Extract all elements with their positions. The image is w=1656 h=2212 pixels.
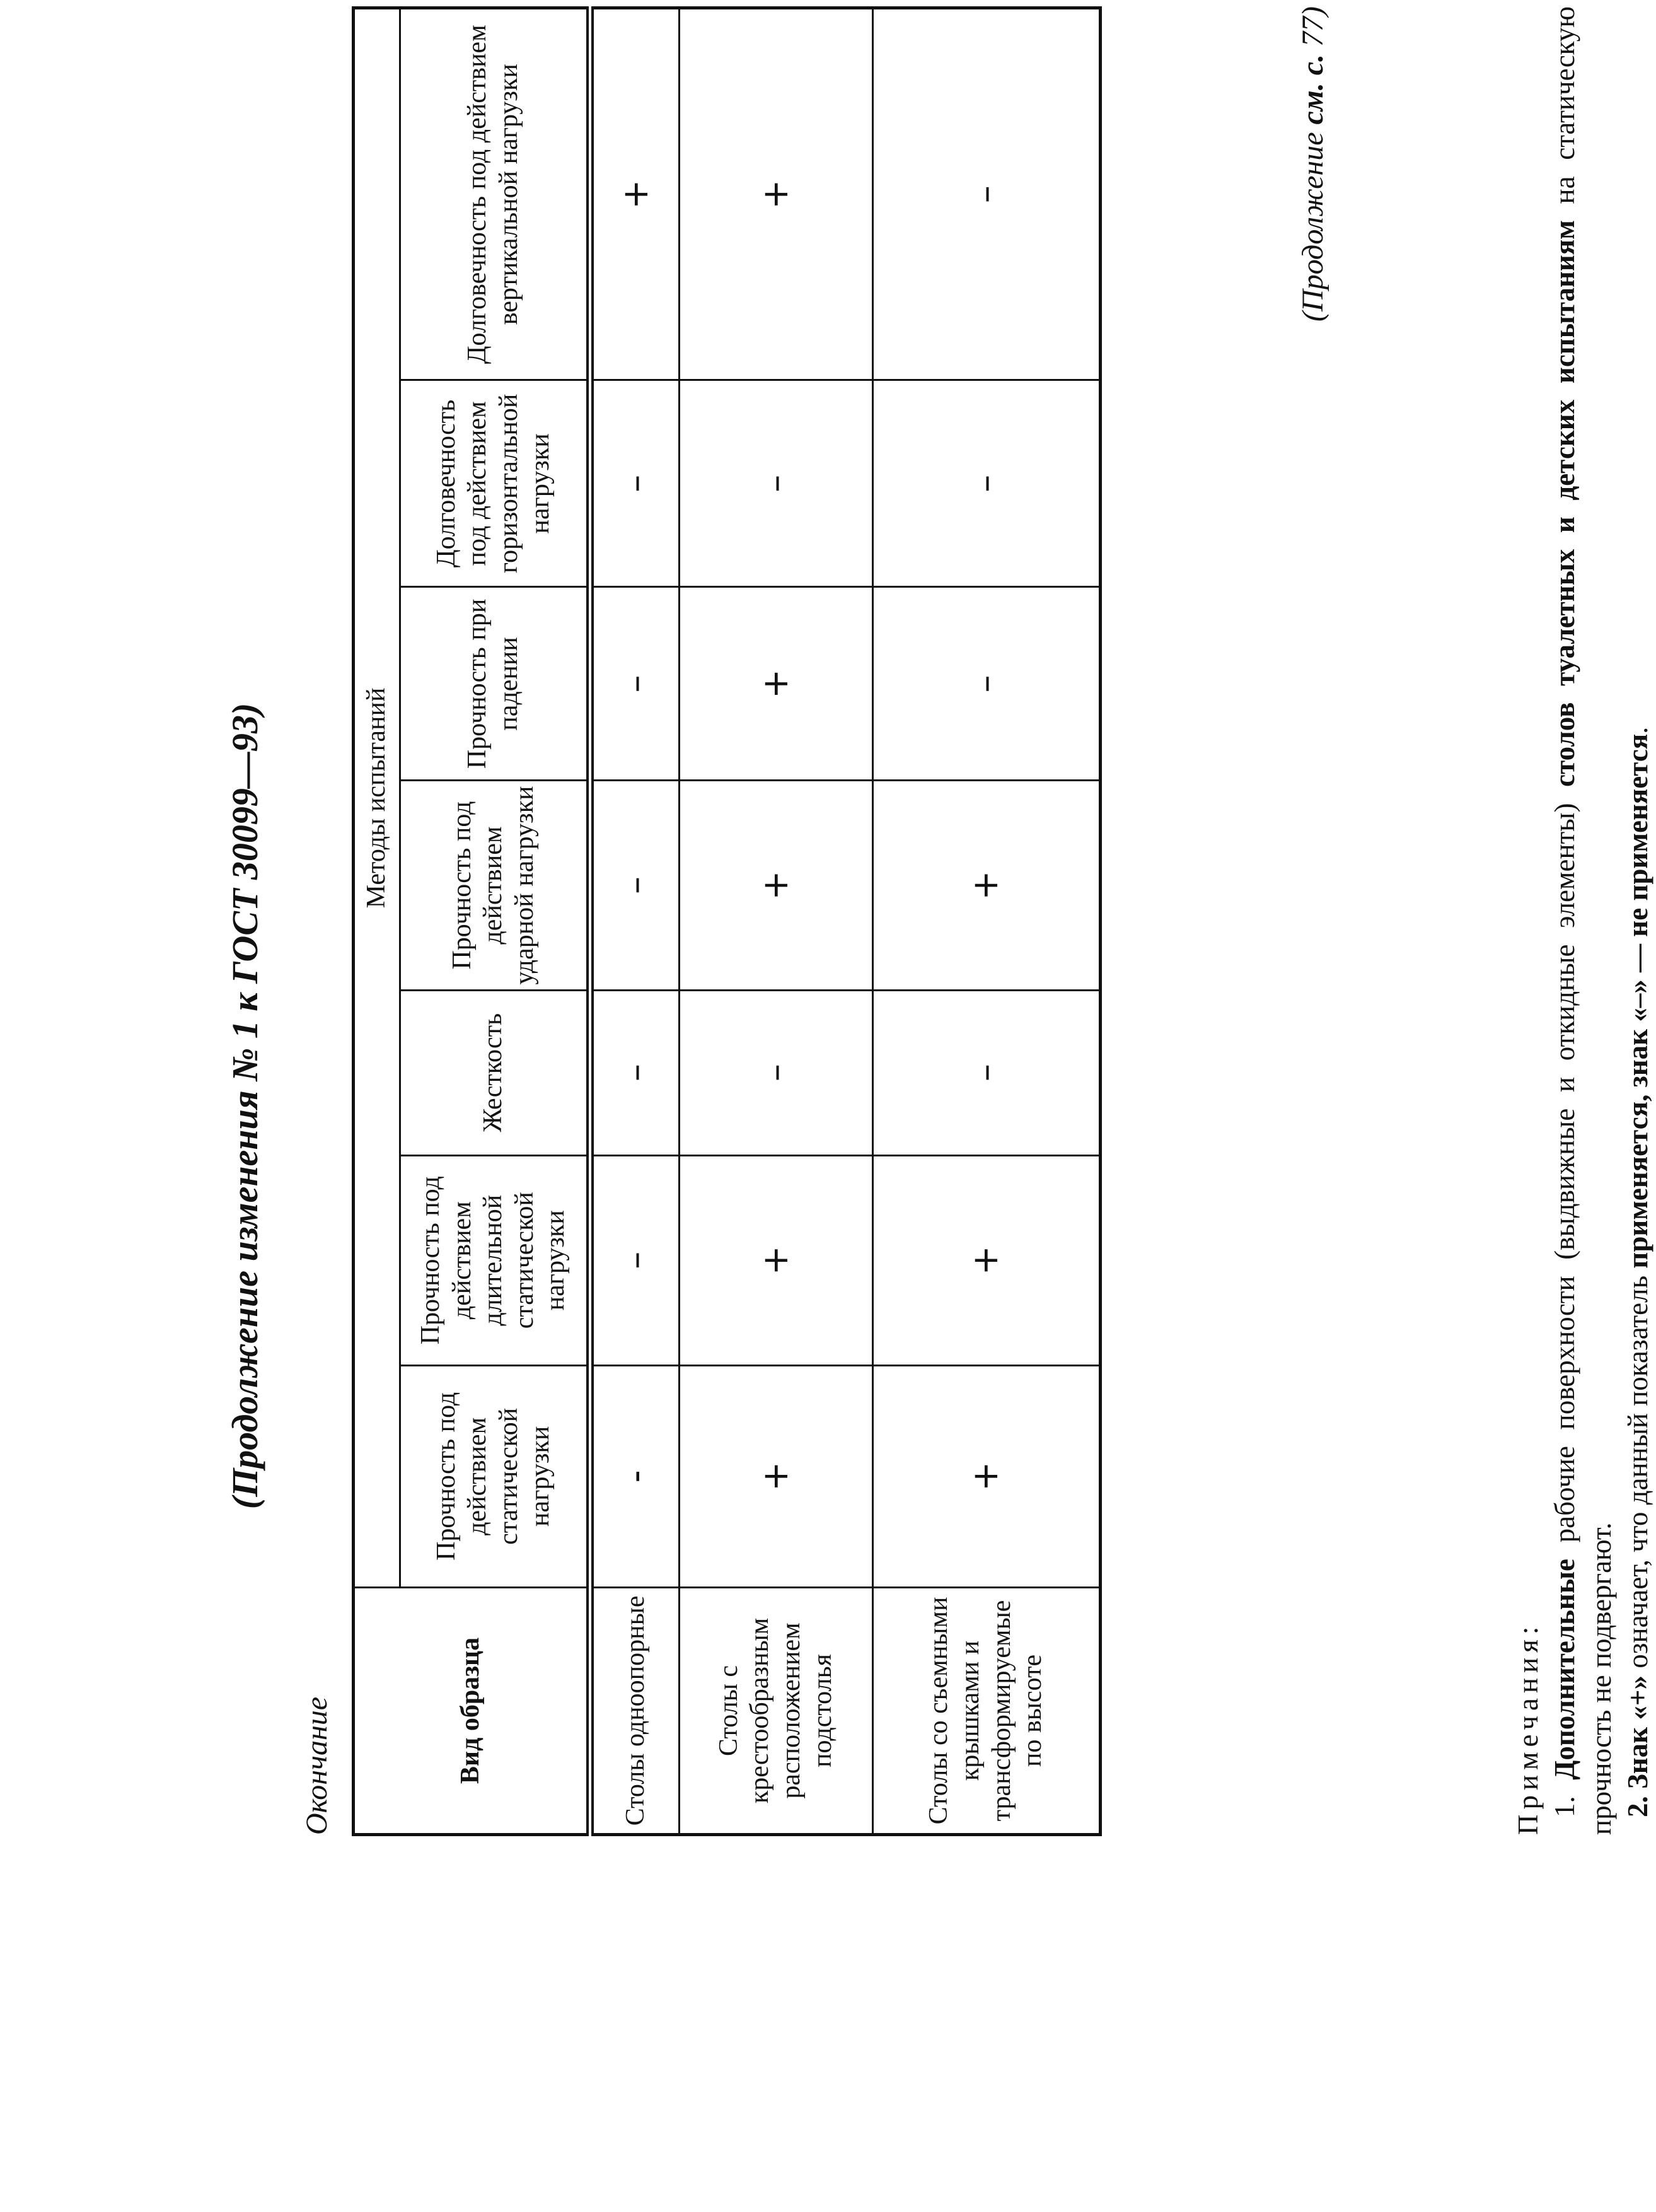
table-cell: – <box>680 380 873 587</box>
note-1-mid: рабочие поверхности (выдвижные и откидные элементы) <box>1549 786 1580 1559</box>
table-cell: + <box>680 781 873 990</box>
kind-header: Вид образца <box>354 1587 591 1834</box>
row-kind: Столы с крестообразным расположением подстолья <box>680 1587 873 1834</box>
table-cell: + <box>680 587 873 781</box>
table-cell: – <box>590 781 680 990</box>
note-1 <box>1546 6 1619 1835</box>
column-header: Прочность под действием статической нагрузки <box>400 1365 591 1587</box>
column-header: Прочность под действием ударной нагрузки <box>400 781 591 990</box>
continued-open: (Продолжение <box>1296 124 1329 322</box>
note-2-bold-b: применяется, знак «–» — не применяется <box>1622 733 1653 1269</box>
table-cell: + <box>680 8 873 380</box>
table-cell: + <box>680 1155 873 1365</box>
column-header: Долговечность под действием вертикальной нагрузки <box>400 8 591 380</box>
continued-note <box>1295 6 1330 2212</box>
note-1-bold-b: столов туалетных и детских испытаниям <box>1549 220 1580 787</box>
table-cell: + <box>680 1365 873 1587</box>
table-cell: – <box>590 380 680 587</box>
table-cell: – <box>590 1155 680 1365</box>
table-cell: - <box>590 1365 680 1587</box>
column-header: Долговечность под действием горизонтальной нагрузки <box>400 380 591 587</box>
table-cell: – <box>873 990 1101 1155</box>
ending-label: Окончание <box>300 1696 333 1835</box>
note-2-mid: означает, что данный показатель <box>1622 1268 1653 1675</box>
page-heading: (Продолжение изменения № 1 к ГОСТ 30099—93) <box>224 702 265 1510</box>
column-header: Прочность при падении <box>400 587 591 781</box>
table-cell: + <box>873 1155 1101 1365</box>
table-cell: – <box>873 587 1101 781</box>
table-row <box>590 8 680 1835</box>
column-header: Жесткость <box>400 990 591 1155</box>
table-cell: + <box>873 1365 1101 1587</box>
table-cell: – <box>590 990 680 1155</box>
note-2-end: . <box>1622 726 1653 734</box>
table-cell: + <box>590 8 680 380</box>
row-kind: Столы со съемными крышками и трансформируемые по высоте <box>873 1587 1101 1834</box>
row-kind: Столы одноопорные <box>590 1587 680 1834</box>
note-1-start: 1. <box>1549 1779 1580 1817</box>
continued-bold: см. с. <box>1296 54 1329 125</box>
table-cell: – <box>590 587 680 781</box>
header-row-group <box>354 8 400 1835</box>
notes-title: Примечания: <box>1512 1621 1544 1835</box>
note-1-end: на статическую прочность не подвергают. <box>1549 6 1617 1835</box>
table-row <box>873 8 1101 1835</box>
table-cell: – <box>873 380 1101 587</box>
notes-block <box>1510 6 1656 1835</box>
header-row-columns <box>400 8 591 1835</box>
note-2-bold-a: 2. Знак «+» <box>1622 1675 1653 1817</box>
continued-close: 77) <box>1296 6 1329 54</box>
methods-header: Методы испытаний <box>354 8 400 1588</box>
table-cell: – <box>873 8 1101 380</box>
note-2 <box>1619 6 1656 1835</box>
test-methods-table <box>352 6 1102 1836</box>
table-row <box>680 8 873 1835</box>
column-header: Прочность под действием длительной статической нагрузки <box>400 1155 591 1365</box>
table-cell: + <box>873 781 1101 990</box>
note-1-bold-a: Дополнительные <box>1549 1559 1580 1780</box>
table-cell: – <box>680 990 873 1155</box>
